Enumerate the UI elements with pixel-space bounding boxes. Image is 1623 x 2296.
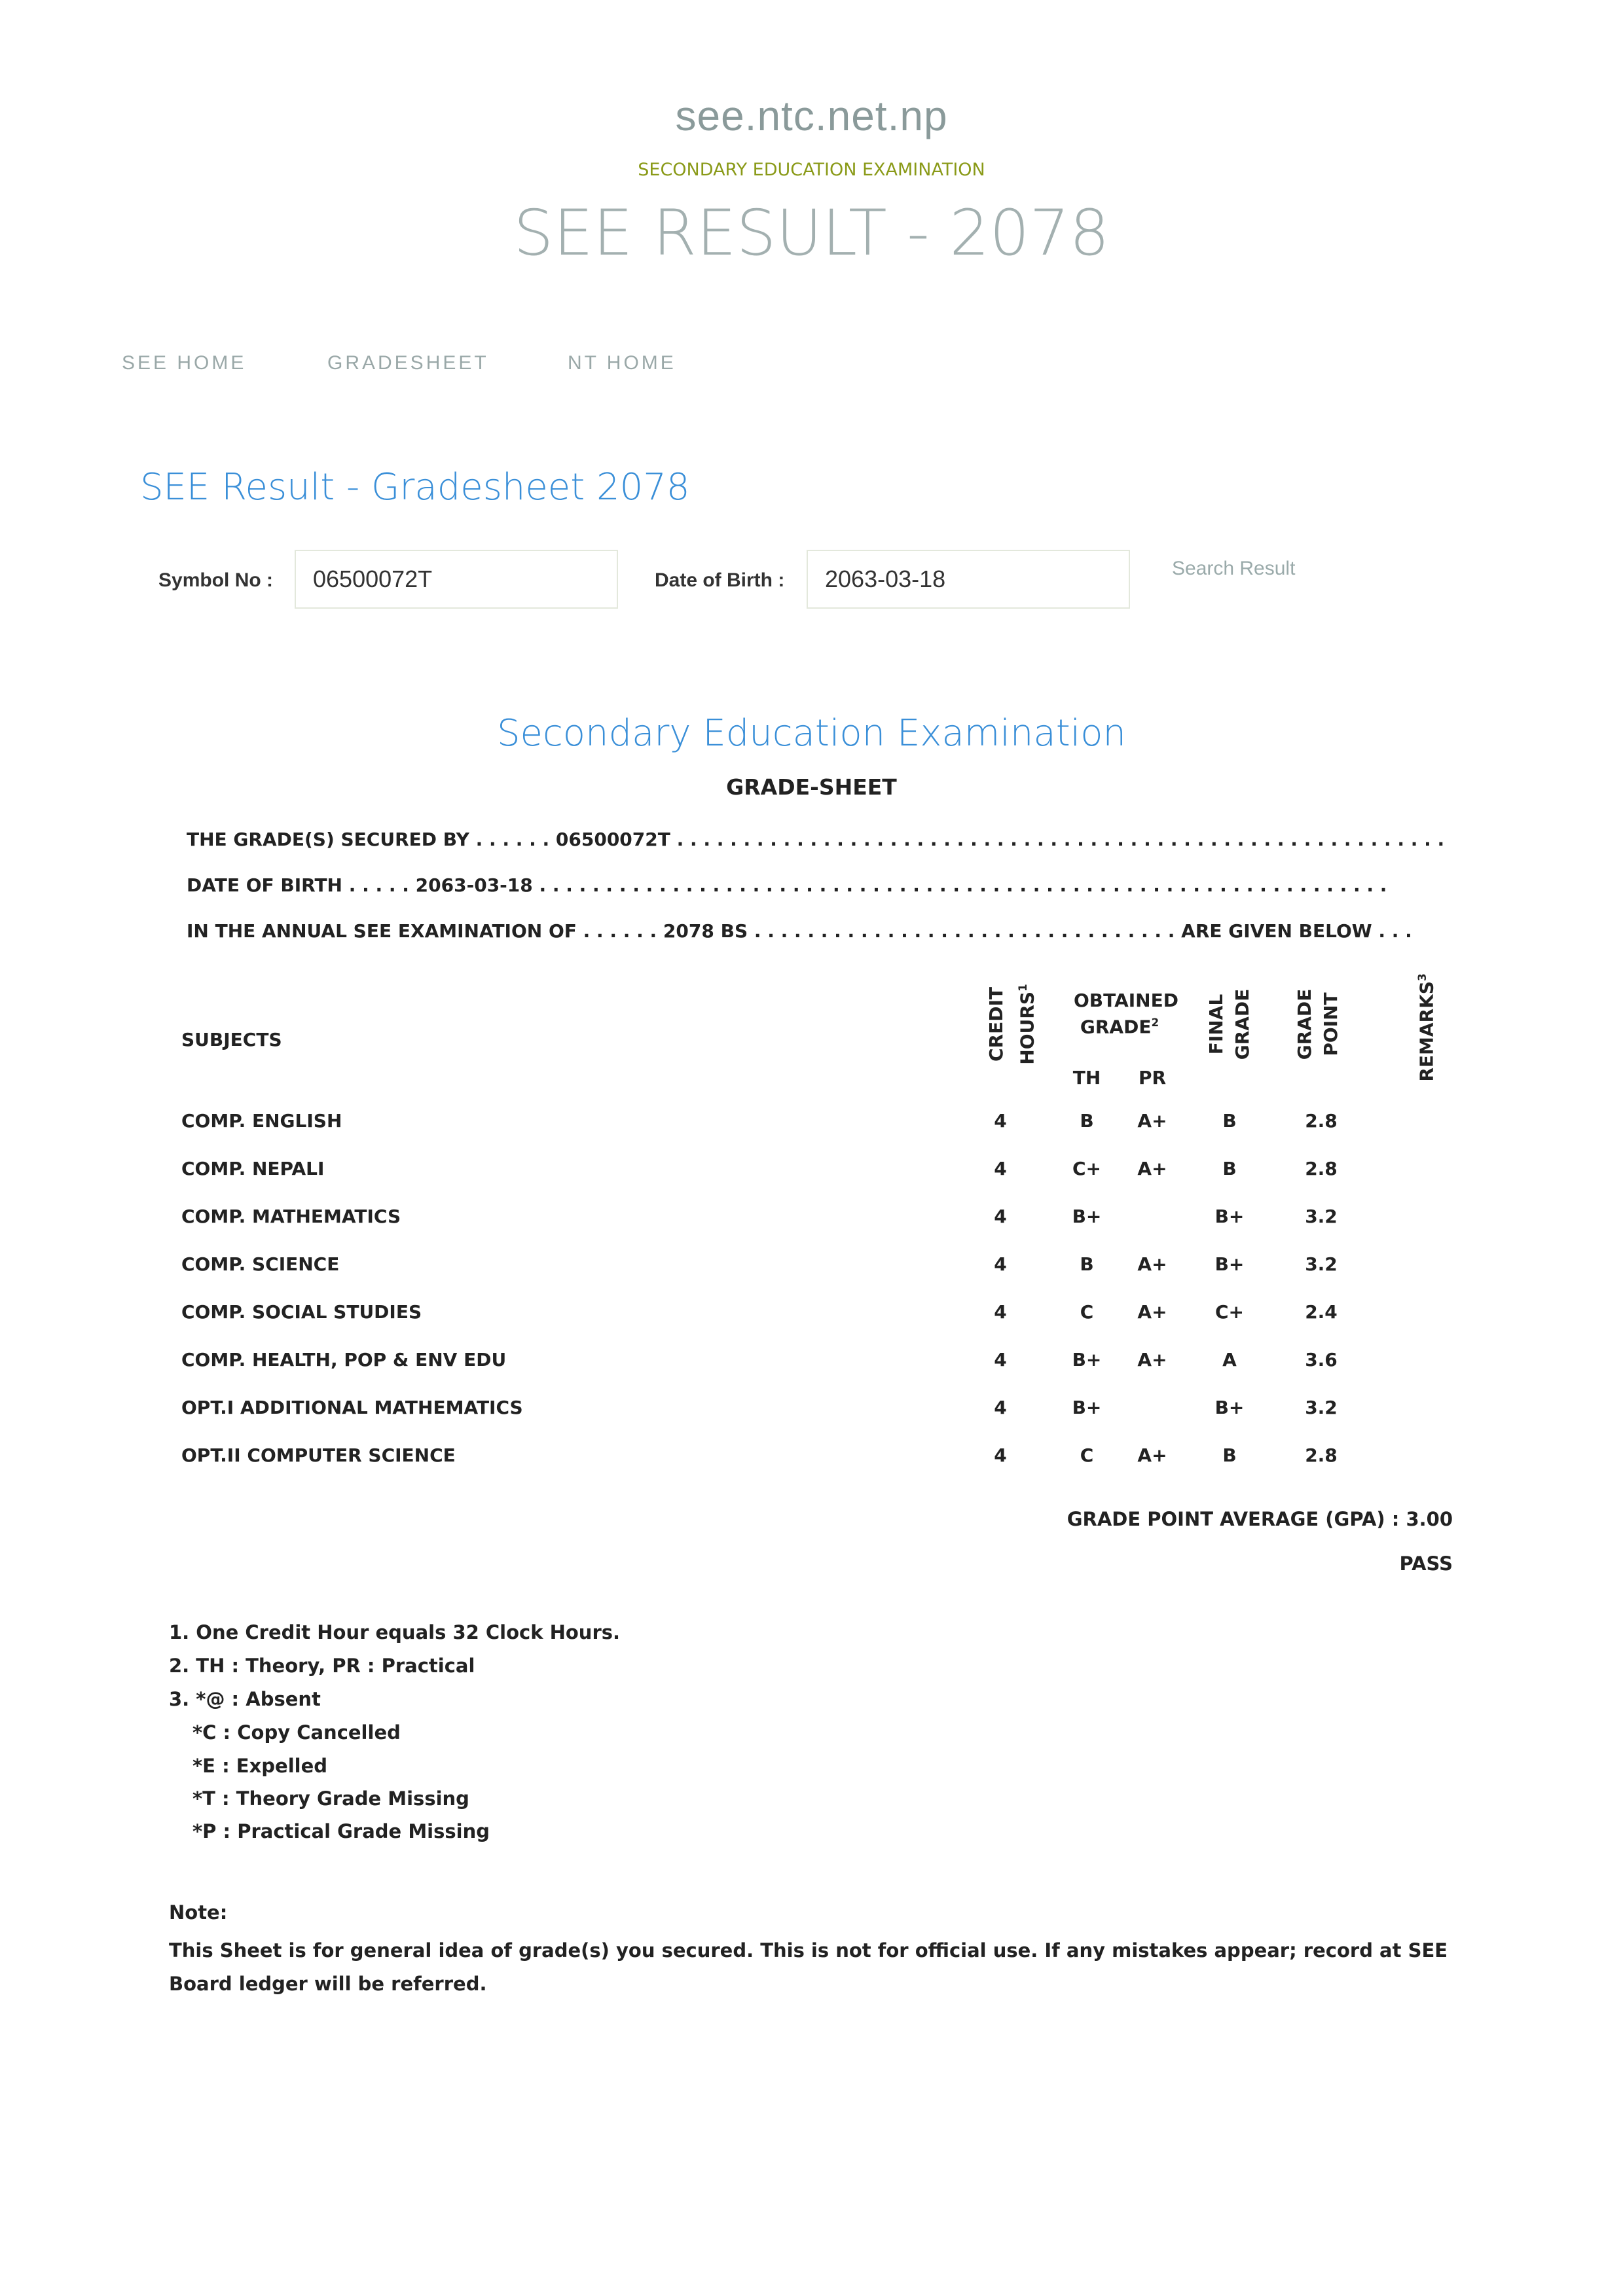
info-dob: DATE OF BIRTH . . . . . 2063-03-18 . . . . . . . . . . . . . . . . . . . . . . . . . . . . . . . . . . . . . . . . . . . . . . . . . . . . . . . . . . . . . . . . xyxy=(187,874,1387,896)
site-subtitle: SECONDARY EDUCATION EXAMINATION xyxy=(638,160,985,180)
cell-point: 2.4 xyxy=(1305,1301,1338,1323)
footnote-item: 2. TH : Theory, PR : Practical xyxy=(169,1655,475,1677)
cell-th: C xyxy=(1080,1444,1094,1466)
gpa-summary: GRADE POINT AVERAGE (GPA) : 3.00 xyxy=(1067,1508,1453,1530)
header-credit-hours xyxy=(983,969,1040,1080)
footnote-item: *C : Copy Cancelled xyxy=(192,1721,401,1744)
cell-th: B xyxy=(1080,1110,1094,1132)
cell-final: C+ xyxy=(1214,1301,1244,1323)
table-row xyxy=(0,1301,1623,1348)
cell-pr: A+ xyxy=(1137,1444,1167,1466)
cell-pr: A+ xyxy=(1137,1110,1167,1132)
cell-final: B+ xyxy=(1214,1206,1245,1227)
cell-credit: 4 xyxy=(994,1110,1007,1132)
header-credit-line2 xyxy=(1010,969,1040,1080)
cell-credit: 4 xyxy=(994,1444,1007,1466)
cell-final: A xyxy=(1222,1349,1237,1371)
cell-subject: COMP. MATHEMATICS xyxy=(181,1206,401,1227)
table-row xyxy=(0,1206,1623,1253)
cell-th: C+ xyxy=(1072,1158,1101,1179)
cell-subject: COMP. HEALTH, POP & ENV EDU xyxy=(181,1349,507,1371)
cell-subject: COMP. ENGLISH xyxy=(181,1110,342,1132)
header-obtained-line2 xyxy=(1074,1016,1165,1037)
cell-pr: A+ xyxy=(1137,1301,1167,1323)
cell-final: B+ xyxy=(1214,1253,1245,1275)
header-obtained-line1: OBTAINED xyxy=(1074,990,1178,1011)
page-title: SEE RESULT - 2078 xyxy=(513,196,1110,270)
cell-credit: 4 xyxy=(994,1349,1007,1371)
cell-credit: 4 xyxy=(994,1397,1007,1418)
table-row xyxy=(0,1397,1623,1444)
cell-th: B+ xyxy=(1072,1206,1102,1227)
symbol-input[interactable]: 06500072T xyxy=(295,550,618,609)
site-title: see.ntc.net.np xyxy=(675,92,948,139)
note-text: This Sheet is for general idea of grade(s) you secured. This is not for official use. If any mistakes appear; record at SEE Board ledger will be referred. xyxy=(169,1939,1448,1995)
cell-th: B+ xyxy=(1072,1349,1102,1371)
cell-th: C xyxy=(1080,1301,1094,1323)
cell-final: B xyxy=(1222,1158,1237,1179)
cell-subject: COMP. SCIENCE xyxy=(181,1253,340,1275)
cell-point: 2.8 xyxy=(1305,1158,1338,1179)
cell-credit: 4 xyxy=(994,1158,1007,1179)
cell-subject: COMP. NEPALI xyxy=(181,1158,325,1179)
cell-th: B xyxy=(1080,1253,1094,1275)
header-grade-point xyxy=(1292,975,1344,1073)
cell-credit: 4 xyxy=(994,1206,1007,1227)
gradesheet-subtitle: GRADE-SHEET xyxy=(726,774,897,800)
header-obtained-text: GRADE xyxy=(1080,1016,1152,1038)
gradesheet-title: Secondary Education Examination xyxy=(497,712,1126,755)
cell-subject: OPT.II COMPUTER SCIENCE xyxy=(181,1444,456,1466)
header-point-line2: POINT xyxy=(1320,992,1341,1056)
cell-point: 3.2 xyxy=(1305,1397,1338,1418)
cell-credit: 4 xyxy=(994,1301,1007,1323)
footnote-item: 1. One Credit Hour equals 32 Clock Hours. xyxy=(169,1621,621,1643)
cell-credit: 4 xyxy=(994,1253,1007,1275)
symbol-label: Symbol No : xyxy=(158,569,274,591)
dob-input[interactable]: 2063-03-18 xyxy=(807,550,1130,609)
footnote-item: 3. *@ : Absent xyxy=(169,1688,321,1710)
header-remarks-sup: 3 xyxy=(1415,973,1429,982)
header-remarks xyxy=(1409,969,1440,1086)
cell-subject: COMP. SOCIAL STUDIES xyxy=(181,1301,422,1323)
cell-point: 2.8 xyxy=(1305,1110,1338,1132)
header-point-line1: GRADE xyxy=(1294,988,1315,1060)
cell-point: 2.8 xyxy=(1305,1444,1338,1466)
header-final-line2: GRADE xyxy=(1231,988,1253,1060)
info-secured-by: THE GRADE(S) SECURED BY . . . . . . 06500072T . . . . . . . . . . . . . . . . . . . . . . . . . . . . . . . . . . . . . . . . . . . . . . . . . . . . . . . . . . xyxy=(187,829,1445,850)
cell-point: 3.2 xyxy=(1305,1253,1338,1275)
cell-point: 3.2 xyxy=(1305,1206,1338,1227)
cell-final: B xyxy=(1222,1444,1237,1466)
note-heading: Note: xyxy=(169,1901,228,1924)
table-row xyxy=(0,1349,1623,1396)
search-result-button[interactable]: Search Result xyxy=(1172,558,1296,579)
section-title: SEE Result - Gradesheet 2078 xyxy=(140,466,690,509)
header-th: TH xyxy=(1072,1067,1101,1088)
footnote-item: *P : Practical Grade Missing xyxy=(192,1820,490,1842)
header-credit-text: HOURS xyxy=(1016,992,1038,1065)
info-exam: IN THE ANNUAL SEE EXAMINATION OF . . . . . . 2078 BS . . . . . . . . . . . . . . . . . . . . . . . . . . . . . . . . ARE GIVEN BELOW . . . xyxy=(187,920,1412,942)
cell-pr: A+ xyxy=(1137,1158,1167,1179)
cell-final: B xyxy=(1222,1110,1237,1132)
header-obtained-sup: 2 xyxy=(1151,1016,1159,1029)
header-pr: PR xyxy=(1138,1067,1167,1088)
header-remarks-text: REMARKS xyxy=(1415,981,1438,1082)
cell-subject: OPT.I ADDITIONAL MATHEMATICS xyxy=(181,1397,523,1418)
nav-gradesheet[interactable]: GRADESHEET xyxy=(327,352,489,374)
header-credit-line1: CREDIT xyxy=(985,987,1007,1062)
header-subjects: SUBJECTS xyxy=(181,1029,282,1050)
cell-th: B+ xyxy=(1072,1397,1102,1418)
footnote-item: *E : Expelled xyxy=(192,1755,328,1777)
table-row xyxy=(0,1444,1623,1492)
cell-pr: A+ xyxy=(1137,1349,1167,1371)
dob-label: Date of Birth : xyxy=(655,569,785,591)
header-final-line1: FINAL xyxy=(1205,994,1227,1055)
cell-point: 3.6 xyxy=(1305,1349,1338,1371)
header-final-grade xyxy=(1203,975,1256,1073)
table-row xyxy=(0,1110,1623,1157)
table-row xyxy=(0,1158,1623,1205)
nav-see-home[interactable]: SEE HOME xyxy=(122,352,247,374)
header-credit-sup: 1 xyxy=(1016,984,1029,992)
header-remarks-line xyxy=(1409,969,1440,1086)
result-status: PASS xyxy=(1399,1552,1453,1575)
table-row xyxy=(0,1253,1623,1300)
nav-nt-home[interactable]: NT HOME xyxy=(568,352,676,374)
cell-final: B+ xyxy=(1214,1397,1245,1418)
footnote-item: *T : Theory Grade Missing xyxy=(192,1787,469,1810)
cell-pr: A+ xyxy=(1137,1253,1167,1275)
